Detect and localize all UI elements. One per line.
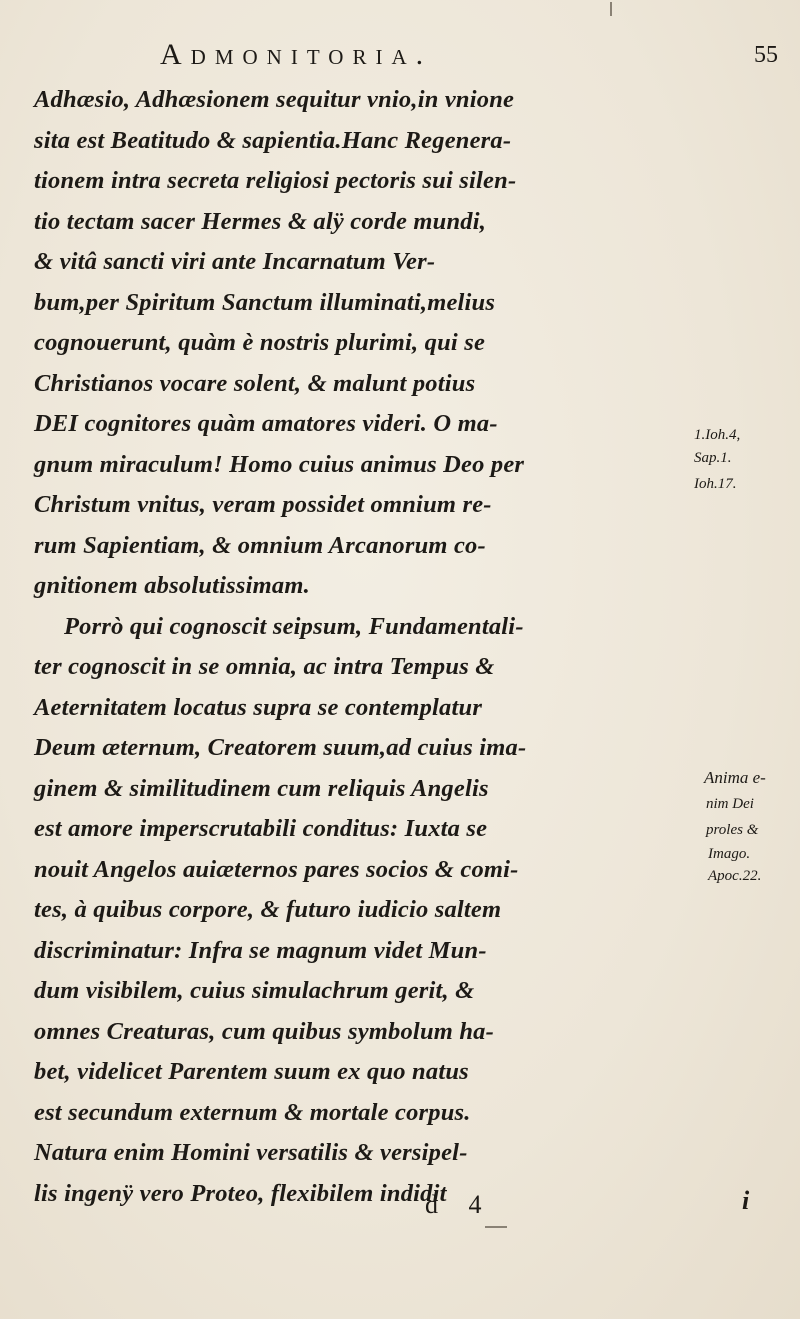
text-line: bum,per Spiritum Sanctum illuminati,melius <box>34 288 496 316</box>
signature-mark: d 4 <box>425 1190 494 1219</box>
text-line: lis ingenÿ vero Proteo, flexibilem indidit <box>34 1179 447 1207</box>
margin-note-gloss: nim Dei <box>706 796 754 812</box>
text-line: DEI cognitores quàm amatores videri. O ma- <box>34 410 498 437</box>
text-line: nouit Angelos auiæternos pares socios & comi- <box>34 855 519 883</box>
text-line: cognouerunt, quàm è nostris plurimi, qui se <box>34 329 486 356</box>
text-line: bet, videlicet Parentem suum ex quo natus <box>34 1058 469 1085</box>
text-line: Aeternitatem locatus supra se contemplatur <box>34 693 483 721</box>
text-line: Porrò qui cognoscit seipsum, Fundamentali- <box>64 612 524 640</box>
text-line: dum visibilem, cuius simulachrum gerit, & <box>34 977 475 1004</box>
text-line: gnitionem absolutissimam. <box>34 572 310 599</box>
margin-note-reference: Ioh.17. <box>694 476 737 492</box>
text-line: tio tectam sacer Hermes & alÿ corde mundi, <box>34 207 487 235</box>
text-line: Natura enim Homini versatilis & versipel- <box>34 1139 468 1166</box>
text-line: omnes Creaturas, cum quibus symbolum ha- <box>34 1017 494 1045</box>
text-line: Christum vnitus, veram possidet omnium re- <box>34 491 492 518</box>
text-line: ter cognoscit in se omnia, ac intra Tempus & <box>34 653 495 680</box>
ink-rule <box>485 1226 507 1228</box>
body-text <box>34 80 654 1214</box>
text-line: est amore imperscrutabili conditus: Iuxta se <box>34 815 488 842</box>
running-head: Admonitoria. <box>160 38 433 71</box>
text-line: est secundum externum & mortale corpus. <box>34 1098 471 1126</box>
catchword: i <box>742 1186 750 1215</box>
text-line: sita est Beatitudo & sapientia.Hanc Regenera- <box>34 126 512 154</box>
margin-note-gloss: Imago. <box>708 846 751 862</box>
text-line: Christianos vocare solent, & malunt potius <box>34 369 476 397</box>
margin-note-reference: Sap.1. <box>694 450 732 466</box>
margin-note-gloss: Anima e- <box>704 768 766 787</box>
text-line: Adhæsio, Adhæsionem sequitur vnio,in vnione <box>34 86 515 113</box>
margin-note-gloss: proles & <box>706 822 759 838</box>
margin-note-gloss: Apoc.22. <box>708 868 762 884</box>
text-line: ginem & similitudinem cum reliquis Angelis <box>34 774 489 802</box>
ink-rule <box>610 2 612 16</box>
text-line: tes, à quibus corpore, & futuro iudicio saltem <box>34 896 502 923</box>
page-number: 55 <box>754 42 778 68</box>
text-line: tionem intra secreta religiosi pectoris sui silen- <box>34 167 517 194</box>
text-line: rum Sapientiam, & omnium Arcanorum co- <box>34 531 486 559</box>
text-line: & vitâ sancti viri ante Incarnatum Ver- <box>34 248 436 275</box>
text-line: gnum miraculum! Homo cuius animus Deo per <box>34 450 525 478</box>
margin-note-reference: 1.Ioh.4, <box>694 427 741 443</box>
text-line: discriminatur: Infra se magnum videt Mun- <box>34 936 487 964</box>
text-line: Deum æternum, Creatorem suum,ad cuius ima- <box>34 734 527 761</box>
